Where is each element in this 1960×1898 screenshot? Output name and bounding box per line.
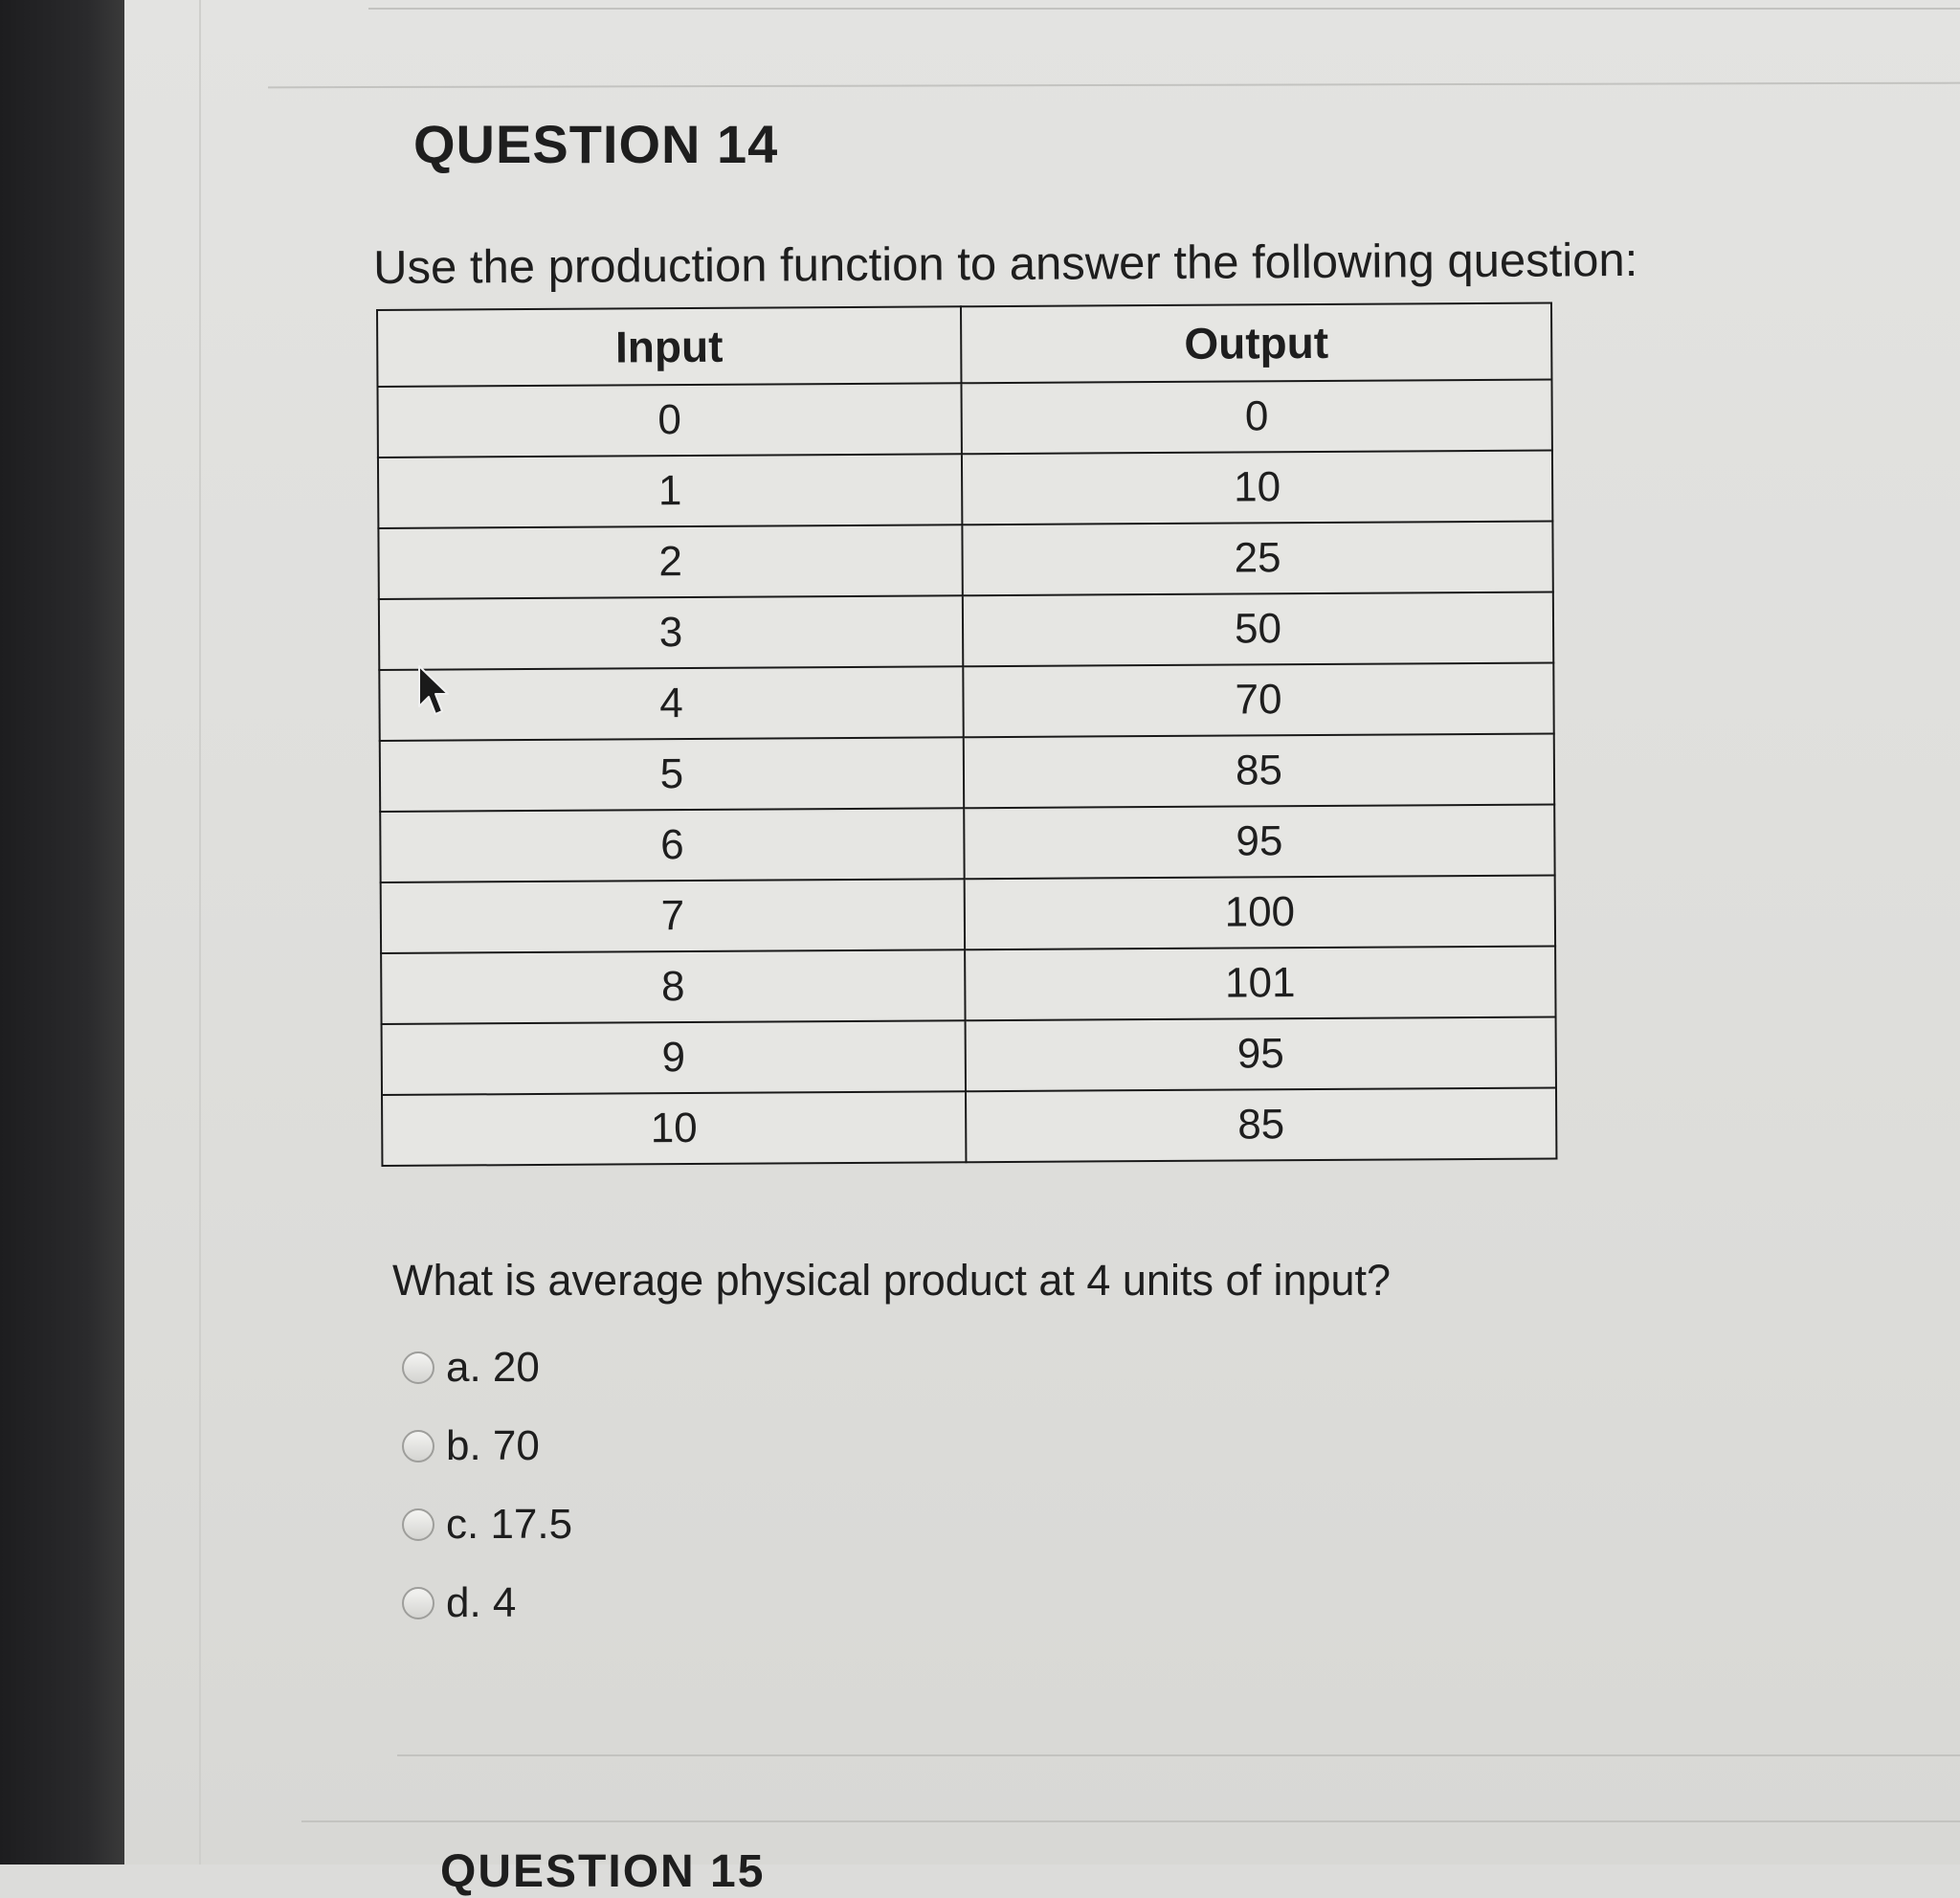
table-row	[379, 592, 1553, 669]
output-cell: 85	[964, 733, 1554, 808]
input-cell: 9	[382, 1020, 966, 1095]
mouse-pointer-icon	[415, 664, 454, 718]
input-cell: 4	[379, 666, 963, 741]
answer-option-d[interactable]	[402, 1564, 572, 1642]
question-title: QUESTION 14	[413, 114, 779, 174]
column-header-input: Input	[377, 306, 961, 387]
answer-option-a[interactable]	[402, 1329, 572, 1407]
table-row	[377, 379, 1551, 457]
answer-label-a: a. 20	[446, 1344, 540, 1391]
answer-label-d: d. 4	[446, 1579, 517, 1626]
input-cell: 0	[377, 383, 961, 458]
output-cell: 0	[961, 379, 1551, 454]
table-row	[381, 946, 1555, 1023]
output-cell: 85	[966, 1087, 1556, 1162]
radio-button-c[interactable]	[402, 1508, 434, 1541]
output-cell: 70	[963, 662, 1553, 737]
input-cell: 7	[381, 879, 965, 953]
input-cell: 2	[378, 525, 962, 599]
question-bottom-divider	[397, 1754, 1960, 1756]
table-row	[381, 875, 1555, 952]
table-row	[379, 662, 1553, 740]
output-cell: 25	[962, 521, 1552, 595]
answer-option-c[interactable]	[402, 1485, 572, 1564]
output-cell: 50	[963, 592, 1553, 666]
radio-button-d[interactable]	[402, 1587, 434, 1619]
answer-options	[402, 1329, 572, 1642]
radio-button-b[interactable]	[402, 1430, 434, 1463]
table-row	[382, 1016, 1556, 1094]
answer-label-b: b. 70	[446, 1422, 540, 1469]
input-cell: 1	[378, 454, 962, 528]
panel-edge-divider	[199, 0, 201, 1865]
question-prompt: What is average physical product at 4 units of input?	[392, 1256, 1392, 1305]
output-cell: 101	[965, 946, 1555, 1020]
production-function-table	[376, 301, 1557, 1166]
output-cell: 95	[966, 1016, 1556, 1091]
monitor-bezel	[0, 0, 124, 1865]
column-header-output: Output	[961, 302, 1551, 383]
table-row	[378, 521, 1552, 598]
next-question-title: QUESTION 15	[440, 1846, 766, 1897]
next-question-divider	[301, 1820, 1960, 1822]
top-divider-line	[368, 8, 1960, 10]
table-row	[378, 450, 1552, 527]
production-function-table-wrapper	[376, 301, 1557, 1166]
table-row	[382, 1087, 1556, 1165]
output-cell: 95	[964, 804, 1554, 879]
answer-option-b[interactable]	[402, 1407, 572, 1485]
input-cell: 5	[380, 737, 964, 812]
answer-label-c: c. 17.5	[446, 1501, 573, 1548]
radio-button-a[interactable]	[402, 1351, 434, 1384]
input-cell: 6	[380, 808, 964, 882]
input-cell: 8	[381, 949, 965, 1024]
question-instruction: Use the production function to answer the following question:	[373, 234, 1638, 294]
output-cell: 100	[965, 875, 1555, 949]
input-cell: 10	[382, 1091, 966, 1166]
input-cell: 3	[379, 595, 963, 670]
table-row	[380, 733, 1554, 811]
output-cell: 10	[962, 450, 1552, 525]
table-row	[380, 804, 1554, 882]
table-header-row	[377, 302, 1551, 386]
